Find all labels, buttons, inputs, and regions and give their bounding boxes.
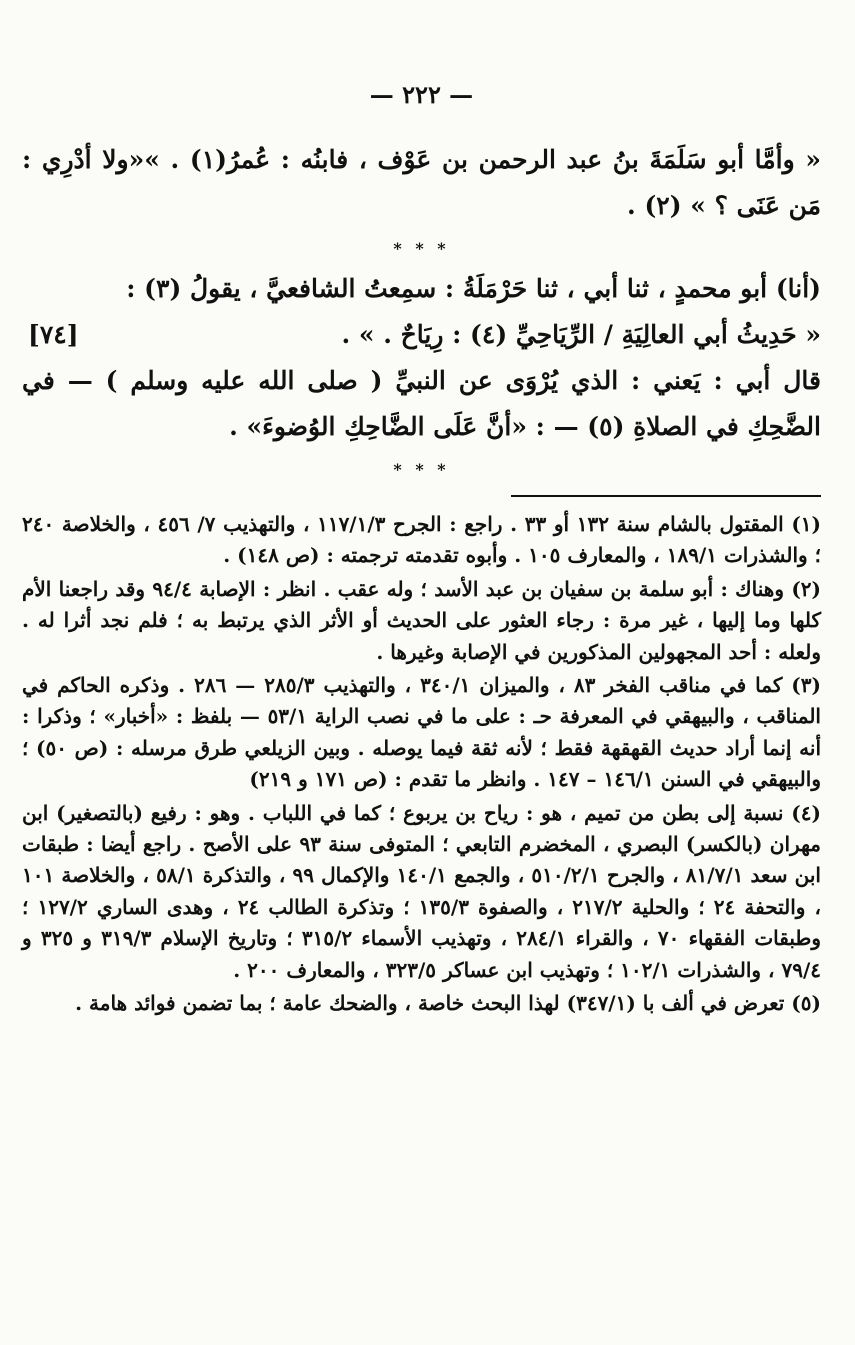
footnote-2: (٢) وهناك : أبو سلمة بن سفيان بن عبد الأسد ؛ وله عقب . انظر : الإصابة ٩٤/٤ وقد راجعنا الأم كلها وما إليها ، غير مرة : رجاء العثور على الحديث أو الأثر الذي يرتبط به ؛ فلم نجد أثرا له . ولعله : أحد المجهولين المذكورين في الإصابة وغيرها . bbox=[22, 576, 821, 664]
manuscript-page-tag: [٧٤] bbox=[28, 320, 79, 349]
section-separator: * * * bbox=[393, 460, 450, 479]
footnotes bbox=[22, 509, 821, 1020]
hadith-abi-aliya-text: « حَدِيثُ أبي العالِيَةِ / الرِّيَاحِيِّ (٤) : رِيَاحٌ . » . bbox=[341, 320, 821, 349]
footnote-divider bbox=[511, 495, 821, 497]
paragraph-dahik-salat: قال أبي : يَعني : الذي يُرْوَى عن النبيِّ ( صلى الله عليه وسلم ) — في الضَّحِكِ في الصلاةِ (٥) — : «أنَّ عَلَى الضَّاحِكِ الوُضوءَ» . bbox=[22, 366, 821, 441]
paragraph-abu-salama: « وأمَّا أبو سَلَمَةَ بنُ عبد الرحمن بن عَوْف ، فابنُه : عُمرُ(١) . »«ولا أدْرِي : مَن عَنَى ؟ » (٢) . bbox=[22, 145, 821, 220]
main-text bbox=[22, 137, 821, 479]
paragraph-hadith-abi-aliya bbox=[22, 312, 821, 358]
footnote-5: (٥) تعرض في ألف با (٣٤٧/١) لهذا البحث خاصة ، والضحك عامة ؛ بما تضمن فوائد هامة . bbox=[75, 991, 821, 1016]
page-number: — ٢٢٢ — bbox=[369, 80, 474, 109]
paragraph-isnad: (أنا) أبو محمدٍ ، ثنا أبي ، ثنا حَرْمَلَةُ : سمِعتُ الشافعيَّ ، يقولُ (٣) : bbox=[126, 274, 821, 303]
footnote-1: (١) المقتول بالشام سنة ١٣٢ أو ٣٣ . راجع : الجرح ١١٧/١/٣ ، والتهذيب ٧/ ٤٥٦ ، والخلاصة ٢٤٠ ؛ والشذرات ١٨٩/١ ، والمعارف ١٠٥ . وأبوه تقدمته ترجمته : (ص ١٤٨) . bbox=[22, 512, 822, 568]
footnote-3: (٣) كما في مناقب الفخر ٨٣ ، والميزان ٣٤٠/١ ، والتهذيب ٢٨٥/٣ — ٢٨٦ . وذكره الحاكم في المناقب ، والبيهقي في المعرفة حـ : على ما في نصب الراية ٥٣/١ — بلفظ : «أخبار» ؛ وذكرا : أنه إنما أراد حديث القهقهة فقط ؛ لأنه ثقة فيما يوصله . وبين الزيلعي طرق مرسله : (ص ٥٠) ؛ والبيهقي في السنن ١٤٦/١ – ١٤٧ . وانظر ما تقدم : (ص ١٧١ و ٢١٩) bbox=[22, 673, 821, 792]
footnote-4: (٤) نسبة إلى بطن من تميم ، هو : رياح بن يربوع ؛ كما في اللباب . وهو : رفيع (بالتصغير) ابن مهران (بالكسر) البصري ، المخضرم التابعي ؛ المتوفى سنة ٩٣ على الأصح . راجع أيضا : طبقات ابن سعد ٨١/٧/١ ، والجرح ٥١٠/٢/١ ، والجمع ١٤٠/١ والإكمال ٩٩ ، والتذكرة ٥٨/١ ، والخلاصة ١٠١ ، والتحفة ٢٤ ؛ والحلية ٢١٧/٢ ، والصفوة ١٣٥/٣ ؛ وتذكرة الطالب ٢٤ ، وهدى الساري ١٢٧/٢ ؛ وطبقات الفقهاء ٧٠ ، والقراء ٢٨٤/١ ، وتهذيب الأسماء ٣١٥/٢ ؛ وتاريخ الإسلام ٣١٩/٣ و ٣٢٥ و ٧٩/٤ ، والشذرات ١٠٢/١ ؛ وتهذيب ابن عساكر ٣٢٣/٥ ، والمعارف ٢٠٠ . bbox=[22, 800, 821, 982]
section-separator: * * * bbox=[393, 239, 450, 258]
